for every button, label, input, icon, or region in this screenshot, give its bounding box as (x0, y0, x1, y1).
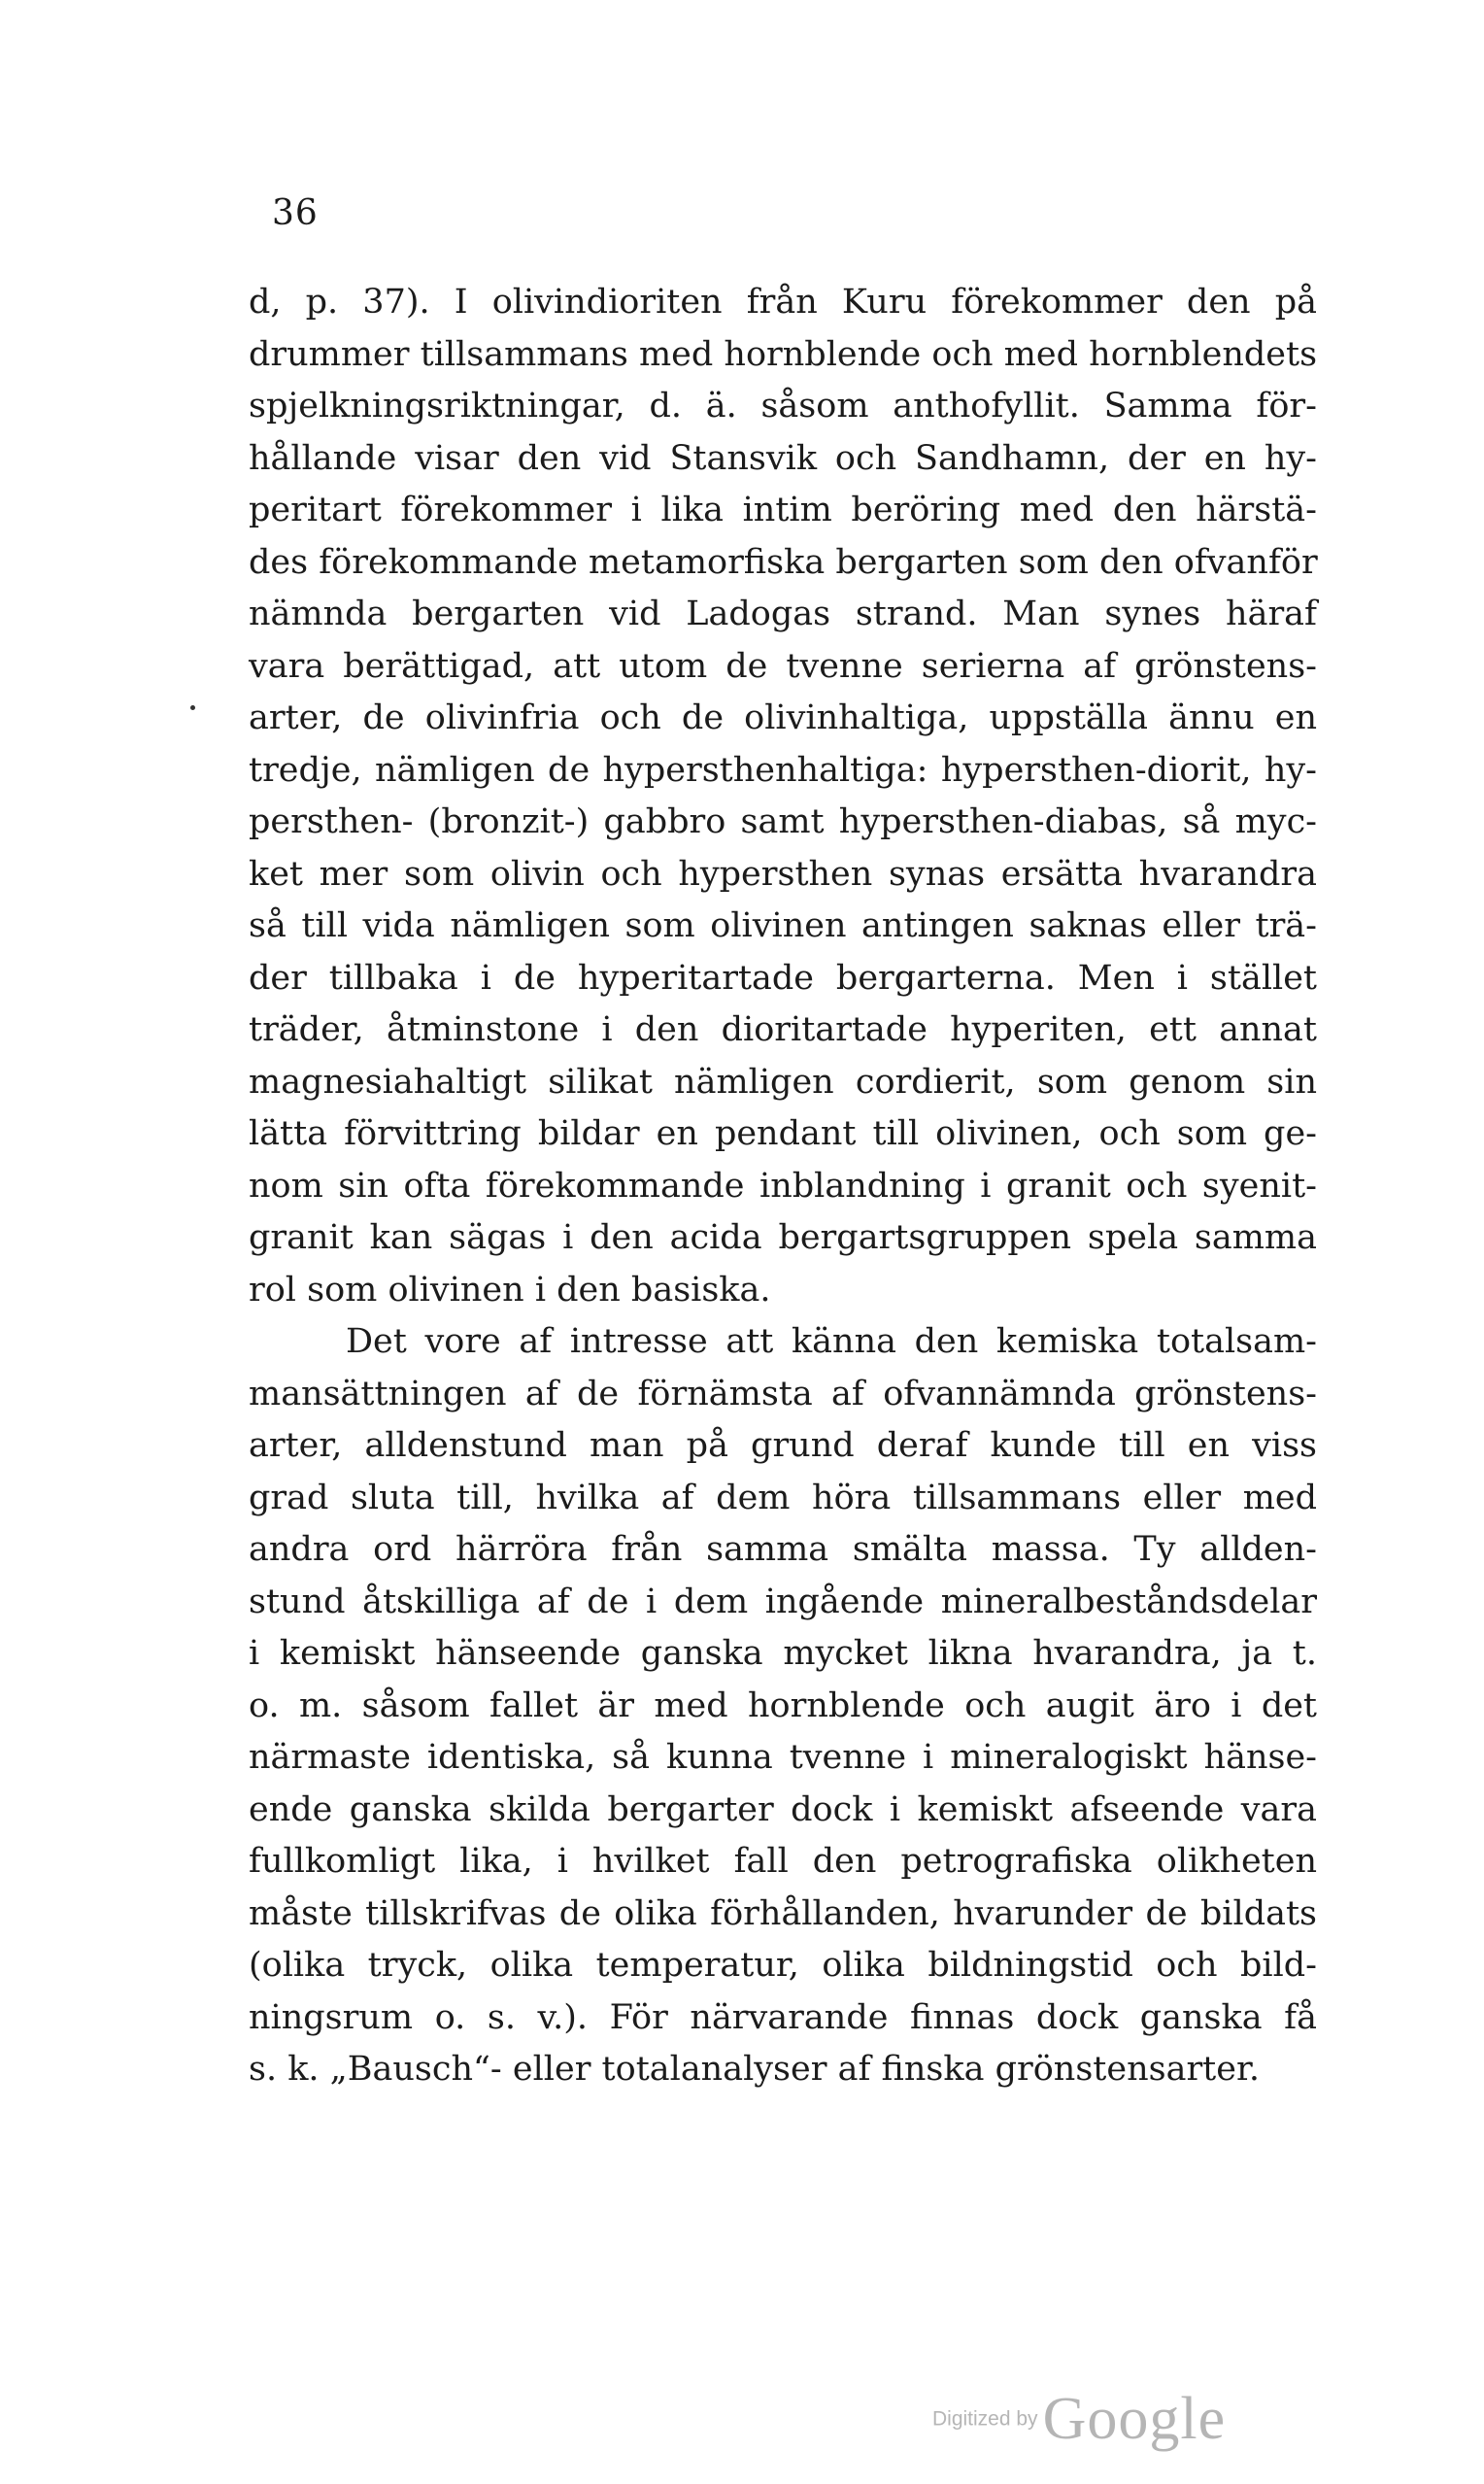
text-line: tredje, nämligen de hypersthenhaltiga: hypersthen-diorit, hy- (249, 750, 1317, 790)
text-line: måste tillskrifvas de olika förhållanden, hvarunder de bildats (249, 1893, 1317, 1933)
text-line: stund åtskilliga af de i dem ingående mineralbeståndsdelar (249, 1582, 1317, 1621)
text-line: peritart förekommer i lika intim beröring med den härstä- (249, 491, 1317, 529)
text-line: spjelkningsriktningar, d. ä. såsom anthofyllit. Samma för- (249, 387, 1317, 425)
text-line: andra ord härröra från samma smälta massa. Ty allden- (249, 1530, 1317, 1569)
text-line: o. m. såsom fallet är med hornblende och augit äro i det (249, 1685, 1317, 1725)
text-line: magnesiahaltigt silikat nämligen cordierit, som genom sin (249, 1062, 1317, 1102)
text-line: des förekommande metamorfiska bergarten som den ofvanför (249, 542, 1318, 582)
text-line: mansättningen af de förnämsta af ofvannämnda grönstens- (249, 1374, 1317, 1413)
text-line: persthen- (bronzit-) gabbro samt hypersthen-diabas, så myc- (249, 802, 1317, 841)
text-line: drummer tillsammans med hornblende och med hornblendets (249, 334, 1318, 374)
text-line: så till vida nämligen som olivinen antingen saknas eller trä- (249, 906, 1317, 945)
text-line: arter, alldenstund man på grund deraf kunde till en viss (249, 1426, 1317, 1465)
text-line: lätta förvittring bildar en pendant till olivinen, och som ge- (249, 1114, 1317, 1153)
text-line: grad sluta till, hvilka af dem höra tillsammans eller med (249, 1478, 1317, 1517)
text-line: nämnda bergarten vid Ladogas strand. Man synes häraf (249, 595, 1317, 633)
text-line: ende ganska skilda bergarter dock i kemiskt afseende vara (249, 1789, 1317, 1829)
google-logo: Google (1042, 2386, 1227, 2452)
text-line: d, p. 37). I olivindioriten från Kuru förekommer den på (249, 283, 1317, 322)
text-line: der tillbaka i de hyperitartade bergarterna. Men i stället (249, 958, 1317, 998)
stray-ink-dot (190, 705, 195, 710)
text-line: arter, de olivinfria och de olivinhaltiga, uppställa ännu en (249, 698, 1317, 737)
text-line: träder, åtminstone i den dioritartade hyperiten, ett annat (249, 1010, 1317, 1049)
text-line: rol som olivinen i den basiska. (249, 1270, 771, 1310)
text-line: ningsrum o. s. v.). För närvarande finnas dock ganska få (249, 1997, 1317, 2037)
text-line: i kemiskt hänseende ganska mycket likna hvarandra, ja t. (249, 1634, 1317, 1673)
text-line: hållande visar den vid Stansvik och Sandhamn, der en hy- (249, 438, 1317, 478)
text-line: närmaste identiska, så kunna tvenne i mineralogiskt hänse- (249, 1738, 1317, 1777)
paragraph-2 (249, 1316, 1317, 2096)
text-line: Det vore af intresse att känna den kemiska totalsam- (346, 1322, 1317, 1361)
text-line: s. k. „Bausch“- eller totalanalyser af finska grönstensarter. (249, 2050, 1260, 2089)
text-line: granit kan sägas i den acida bergartsgruppen spela samma (249, 1218, 1317, 1257)
body-text (249, 277, 1317, 2096)
paragraph-1 (249, 277, 1317, 1316)
page-number: 36 (272, 193, 319, 233)
text-line: fullkomligt lika, i hvilket fall den petrografiska olikheten (249, 1842, 1317, 1881)
watermark-prefix: Digitized by (932, 2407, 1038, 2431)
text-line: nom sin ofta förekommande inblandning i granit och syenit- (249, 1166, 1317, 1206)
text-line: ket mer som olivin och hypersthen synas ersätta hvarandra (249, 854, 1317, 894)
text-line: vara berättigad, att utom de tvenne serierna af grönstens- (249, 646, 1317, 686)
digitized-watermark (932, 2385, 1226, 2454)
text-line: (olika tryck, olika temperatur, olika bildningstid och bild- (249, 1946, 1317, 1985)
